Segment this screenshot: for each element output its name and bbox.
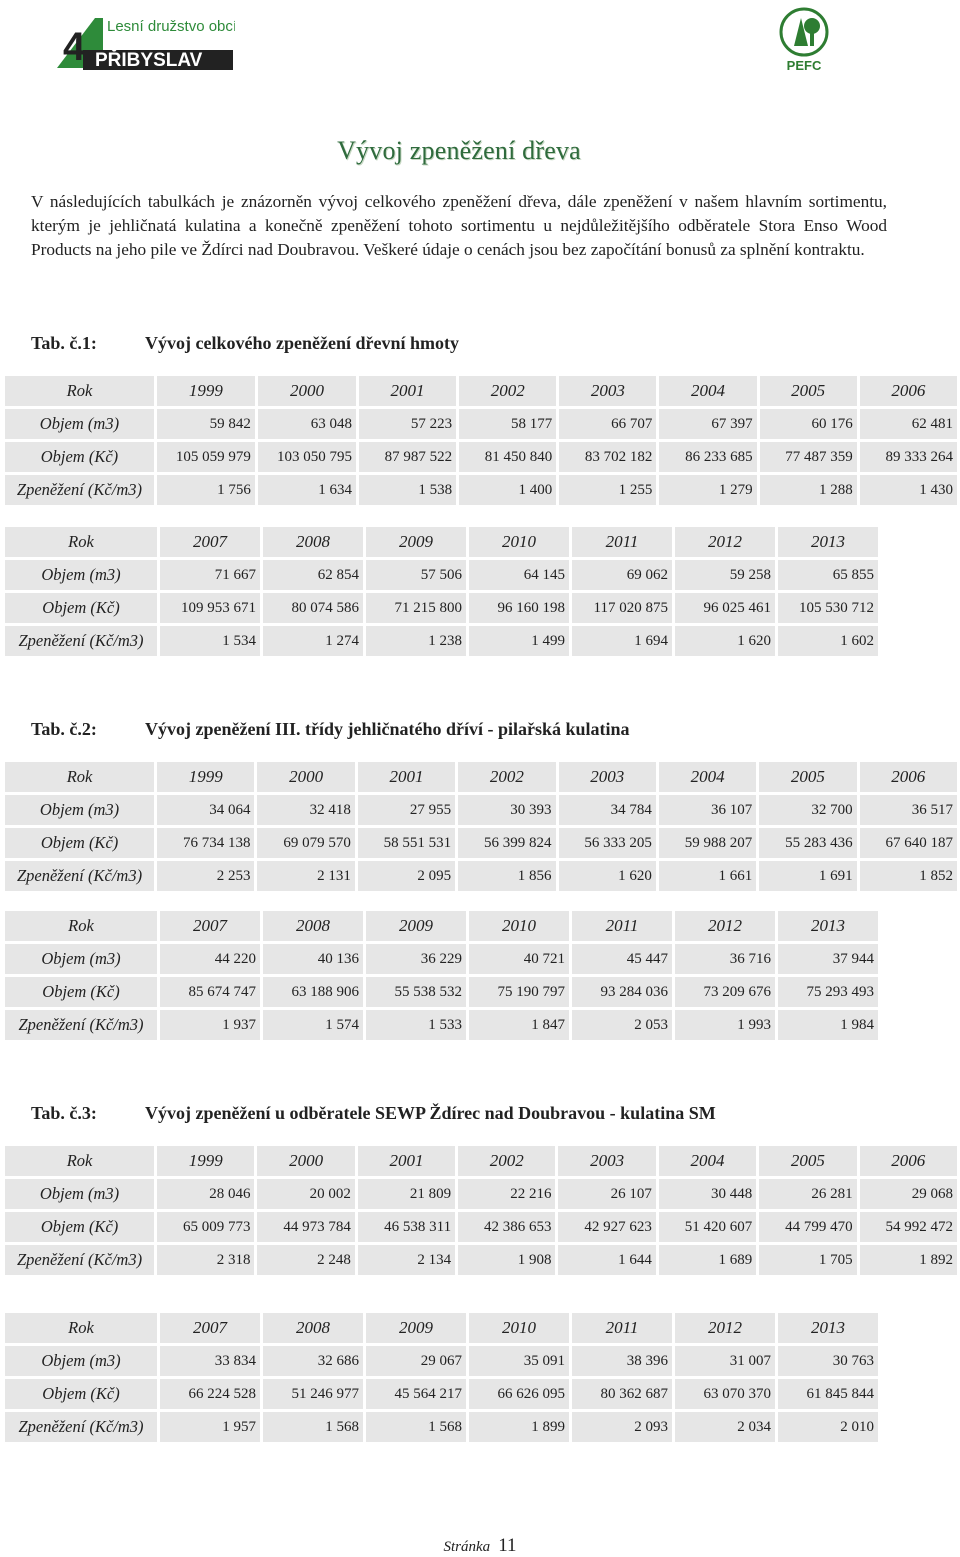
- year-cell: 2008: [263, 1313, 363, 1343]
- value-cell: 56 399 824: [458, 828, 555, 858]
- value-cell: 28 046: [157, 1179, 254, 1209]
- year-cell: 1999: [157, 1146, 254, 1176]
- value-cell: 1 847: [469, 1010, 569, 1040]
- value-cell: 1 899: [469, 1412, 569, 1442]
- row-label: Objem (Kč): [5, 593, 157, 623]
- value-cell: 63 188 906: [263, 977, 363, 1007]
- value-cell: 33 834: [160, 1346, 260, 1376]
- value-cell: 30 448: [659, 1179, 756, 1209]
- value-cell: 96 025 461: [675, 593, 775, 623]
- row-label: Zpeněžení (Kč/m3): [5, 1010, 157, 1040]
- year-cell: 2011: [572, 527, 672, 557]
- value-cell: 75 293 493: [778, 977, 878, 1007]
- year-cell: 2009: [366, 527, 466, 557]
- value-cell: 109 953 671: [160, 593, 260, 623]
- value-cell: 58 177: [459, 409, 556, 439]
- volume-czk-row: [5, 977, 878, 1007]
- value-cell: 31 007: [675, 1346, 775, 1376]
- row-label: Rok: [5, 527, 157, 557]
- row-label: Objem (m3): [5, 1179, 154, 1209]
- value-cell: 103 050 795: [258, 442, 356, 472]
- value-cell: 36 517: [860, 795, 957, 825]
- value-cell: 40 721: [469, 944, 569, 974]
- value-cell: 59 258: [675, 560, 775, 590]
- row-label: Zpeněžení (Kč/m3): [5, 626, 157, 656]
- year-cell: 2008: [263, 911, 363, 941]
- value-cell: 2 034: [675, 1412, 775, 1442]
- value-cell: 1 568: [263, 1412, 363, 1442]
- value-cell: 45 564 217: [366, 1379, 466, 1409]
- value-cell: 80 362 687: [572, 1379, 672, 1409]
- price-row: [5, 475, 957, 505]
- footer-page-number: 11: [498, 1535, 517, 1556]
- year-cell: 2006: [860, 376, 957, 406]
- value-cell: 1 984: [778, 1010, 878, 1040]
- value-cell: 1 430: [860, 475, 957, 505]
- value-cell: 1 694: [572, 626, 672, 656]
- year-row: [5, 376, 957, 406]
- value-cell: 71 215 800: [366, 593, 466, 623]
- value-cell: 62 854: [263, 560, 363, 590]
- row-label: Objem (m3): [5, 795, 154, 825]
- page-footer: [0, 1535, 960, 1557]
- year-cell: 2011: [572, 911, 672, 941]
- year-cell: 2010: [469, 1313, 569, 1343]
- footer-page-label: Stránka: [443, 1539, 491, 1555]
- value-cell: 37 944: [778, 944, 878, 974]
- value-cell: 1 274: [263, 626, 363, 656]
- value-cell: 1 957: [160, 1412, 260, 1442]
- year-cell: 2007: [160, 527, 260, 557]
- value-cell: 20 002: [257, 1179, 354, 1209]
- value-cell: 105 059 979: [157, 442, 255, 472]
- year-cell: 2006: [860, 762, 957, 792]
- value-cell: 34 064: [157, 795, 254, 825]
- value-cell: 2 318: [157, 1245, 254, 1275]
- price-row: [5, 1245, 957, 1275]
- value-cell: 36 716: [675, 944, 775, 974]
- page-title: Vývoj zpeněžení dřeva: [337, 136, 581, 165]
- value-cell: 54 992 472: [860, 1212, 957, 1242]
- year-cell: 2005: [759, 762, 856, 792]
- volume-m3-row: [5, 1346, 878, 1376]
- pefc-logo: [776, 6, 832, 76]
- row-label: Objem (m3): [5, 409, 154, 439]
- value-cell: 85 674 747: [160, 977, 260, 1007]
- value-cell: 38 396: [572, 1346, 672, 1376]
- row-label: Objem (Kč): [5, 1379, 157, 1409]
- table2-title: Vývoj zpeněžení III. třídy jehličnatého dříví - pilařská kulatina: [145, 719, 630, 739]
- value-cell: 30 393: [458, 795, 555, 825]
- value-cell: 44 799 470: [759, 1212, 856, 1242]
- year-cell: 2005: [759, 1146, 856, 1176]
- value-cell: 1 620: [559, 861, 656, 891]
- value-cell: 2 253: [157, 861, 254, 891]
- value-cell: 2 010: [778, 1412, 878, 1442]
- value-cell: 56 333 205: [559, 828, 656, 858]
- table2-label: Tab. č.2:: [31, 719, 97, 739]
- value-cell: 60 176: [760, 409, 857, 439]
- value-cell: 1 255: [559, 475, 656, 505]
- value-cell: 32 686: [263, 1346, 363, 1376]
- year-cell: 2000: [257, 1146, 354, 1176]
- row-label: Objem (m3): [5, 1346, 157, 1376]
- year-cell: 2010: [469, 911, 569, 941]
- logo-text-line2: PŘIBYSLAV: [95, 50, 203, 70]
- year-cell: 2007: [160, 911, 260, 941]
- volume-czk-row: [5, 1212, 957, 1242]
- value-cell: 1 602: [778, 626, 878, 656]
- value-cell: 69 062: [572, 560, 672, 590]
- year-cell: 2005: [760, 376, 857, 406]
- value-cell: 1 937: [160, 1010, 260, 1040]
- value-cell: 1 908: [458, 1245, 555, 1275]
- value-cell: 67 397: [659, 409, 756, 439]
- volume-m3-row: [5, 944, 878, 974]
- price-row: [5, 1010, 878, 1040]
- row-label: Zpeněžení (Kč/m3): [5, 1245, 154, 1275]
- value-cell: 2 248: [257, 1245, 354, 1275]
- year-cell: 2009: [366, 1313, 466, 1343]
- row-label: Rok: [5, 762, 154, 792]
- year-cell: 2013: [778, 911, 878, 941]
- value-cell: 89 333 264: [860, 442, 957, 472]
- volume-czk-row: [5, 593, 878, 623]
- table3-title: Vývoj zpeněžení u odběratele SEWP Ždírec nad Doubravou - kulatina SM: [145, 1103, 716, 1123]
- volume-m3-row: [5, 795, 957, 825]
- cooperative-logo: [55, 10, 235, 70]
- volume-czk-row: [5, 828, 957, 858]
- table3b: [2, 1310, 881, 1445]
- value-cell: 51 420 607: [659, 1212, 756, 1242]
- pefc-text: PEFC: [786, 58, 822, 73]
- value-cell: 1 568: [366, 1412, 466, 1442]
- value-cell: 75 190 797: [469, 977, 569, 1007]
- row-label: Objem (Kč): [5, 1212, 154, 1242]
- price-row: [5, 861, 957, 891]
- row-label: Objem (Kč): [5, 442, 154, 472]
- value-cell: 65 855: [778, 560, 878, 590]
- value-cell: 1 691: [759, 861, 856, 891]
- value-cell: 55 538 532: [366, 977, 466, 1007]
- year-cell: 2011: [572, 1313, 672, 1343]
- price-row: [5, 1412, 878, 1442]
- table1-title: Vývoj celkového zpeněžení dřevní hmoty: [145, 333, 459, 353]
- year-cell: 2006: [860, 1146, 957, 1176]
- year-row: [5, 911, 878, 941]
- value-cell: 36 107: [659, 795, 756, 825]
- value-cell: 22 216: [458, 1179, 555, 1209]
- value-cell: 76 734 138: [157, 828, 254, 858]
- table3-label: Tab. č.3:: [31, 1103, 97, 1123]
- row-label: Objem (Kč): [5, 977, 157, 1007]
- year-cell: 2002: [458, 762, 555, 792]
- value-cell: 63 070 370: [675, 1379, 775, 1409]
- year-cell: 2013: [778, 1313, 878, 1343]
- year-cell: 2007: [160, 1313, 260, 1343]
- row-label: Objem (Kč): [5, 828, 154, 858]
- table2a: [2, 759, 960, 894]
- year-cell: 2012: [675, 527, 775, 557]
- value-cell: 1 400: [459, 475, 556, 505]
- value-cell: 1 620: [675, 626, 775, 656]
- row-label: Objem (m3): [5, 560, 157, 590]
- value-cell: 27 955: [358, 795, 455, 825]
- value-cell: 61 845 844: [778, 1379, 878, 1409]
- row-label: Objem (m3): [5, 944, 157, 974]
- value-cell: 1 574: [263, 1010, 363, 1040]
- value-cell: 26 107: [558, 1179, 655, 1209]
- row-label: Rok: [5, 1146, 154, 1176]
- value-cell: 1 852: [860, 861, 957, 891]
- value-cell: 105 530 712: [778, 593, 878, 623]
- year-cell: 2000: [257, 762, 354, 792]
- year-cell: 2002: [458, 1146, 555, 1176]
- volume-m3-row: [5, 560, 878, 590]
- table1a: [2, 373, 960, 508]
- value-cell: 45 447: [572, 944, 672, 974]
- value-cell: 66 707: [559, 409, 656, 439]
- value-cell: 29 068: [860, 1179, 957, 1209]
- value-cell: 44 973 784: [257, 1212, 354, 1242]
- year-cell: 2003: [559, 762, 656, 792]
- logo-number: 4: [63, 25, 86, 69]
- intro-paragraph: V následujících tabulkách je znázorněn vývoj celkového zpeněžení dřeva, dále zpeněžení v našem hlavním sortimentu, kterým je jehličnatá kulatina a konečně zpeněžení tohoto sortimentu u nejdůležitějšího odběratele Stora Enso Wood Products na jeho pile ve Ždírci nad Doubravou. Veškeré údaje o cenách jsou bez započítání bonusů za splnění kontraktu.: [31, 192, 887, 259]
- value-cell: 2 095: [358, 861, 455, 891]
- value-cell: 1 499: [469, 626, 569, 656]
- year-cell: 2003: [558, 1146, 655, 1176]
- value-cell: 93 284 036: [572, 977, 672, 1007]
- value-cell: 87 987 522: [359, 442, 456, 472]
- value-cell: 1 288: [760, 475, 857, 505]
- value-cell: 57 223: [359, 409, 456, 439]
- value-cell: 59 988 207: [659, 828, 756, 858]
- logo-text-line1: Lesní družstvo obcí: [107, 18, 235, 35]
- value-cell: 2 134: [358, 1245, 455, 1275]
- year-row: [5, 527, 878, 557]
- value-cell: 34 784: [559, 795, 656, 825]
- value-cell: 46 538 311: [358, 1212, 455, 1242]
- value-cell: 86 233 685: [659, 442, 756, 472]
- value-cell: 58 551 531: [358, 828, 455, 858]
- row-label: Zpeněžení (Kč/m3): [5, 1412, 157, 1442]
- row-label: Rok: [5, 1313, 157, 1343]
- year-cell: 1999: [157, 762, 254, 792]
- value-cell: 66 224 528: [160, 1379, 260, 1409]
- value-cell: 1 644: [558, 1245, 655, 1275]
- volume-m3-row: [5, 1179, 957, 1209]
- year-cell: 2000: [258, 376, 356, 406]
- year-cell: 2008: [263, 527, 363, 557]
- table2b: [2, 908, 881, 1043]
- value-cell: 55 283 436: [759, 828, 856, 858]
- value-cell: 42 927 623: [558, 1212, 655, 1242]
- value-cell: 69 079 570: [257, 828, 354, 858]
- value-cell: 66 626 095: [469, 1379, 569, 1409]
- year-cell: 2010: [469, 527, 569, 557]
- year-cell: 2001: [358, 762, 455, 792]
- volume-czk-row: [5, 442, 957, 472]
- value-cell: 1 534: [160, 626, 260, 656]
- value-cell: 2 131: [257, 861, 354, 891]
- row-label: Rok: [5, 911, 157, 941]
- value-cell: 1 993: [675, 1010, 775, 1040]
- table3a: [2, 1143, 960, 1278]
- year-row: [5, 1146, 957, 1176]
- row-label: Zpeněžení (Kč/m3): [5, 475, 154, 505]
- year-cell: 2001: [359, 376, 456, 406]
- value-cell: 64 145: [469, 560, 569, 590]
- value-cell: 117 020 875: [572, 593, 672, 623]
- value-cell: 35 091: [469, 1346, 569, 1376]
- value-cell: 1 279: [659, 475, 756, 505]
- value-cell: 1 892: [860, 1245, 957, 1275]
- value-cell: 2 053: [572, 1010, 672, 1040]
- row-label: Rok: [5, 376, 154, 406]
- year-row: [5, 762, 957, 792]
- year-cell: 2004: [659, 376, 756, 406]
- volume-m3-row: [5, 409, 957, 439]
- value-cell: 80 074 586: [263, 593, 363, 623]
- value-cell: 1 533: [366, 1010, 466, 1040]
- value-cell: 62 481: [860, 409, 957, 439]
- value-cell: 65 009 773: [157, 1212, 254, 1242]
- value-cell: 30 763: [778, 1346, 878, 1376]
- volume-czk-row: [5, 1379, 878, 1409]
- value-cell: 63 048: [258, 409, 356, 439]
- value-cell: 44 220: [160, 944, 260, 974]
- year-row: [5, 1313, 878, 1343]
- year-cell: 2004: [659, 1146, 756, 1176]
- value-cell: 1 661: [659, 861, 756, 891]
- value-cell: 1 856: [458, 861, 555, 891]
- value-cell: 32 700: [759, 795, 856, 825]
- year-cell: 2012: [675, 911, 775, 941]
- value-cell: 96 160 198: [469, 593, 569, 623]
- value-cell: 83 702 182: [559, 442, 656, 472]
- value-cell: 67 640 187: [860, 828, 957, 858]
- value-cell: 81 450 840: [459, 442, 556, 472]
- year-cell: 2013: [778, 527, 878, 557]
- value-cell: 51 246 977: [263, 1379, 363, 1409]
- table1b: [2, 524, 881, 659]
- value-cell: 77 487 359: [760, 442, 857, 472]
- year-cell: 2004: [659, 762, 756, 792]
- year-cell: 2002: [459, 376, 556, 406]
- value-cell: 2 093: [572, 1412, 672, 1442]
- year-cell: 2009: [366, 911, 466, 941]
- value-cell: 26 281: [759, 1179, 856, 1209]
- value-cell: 32 418: [257, 795, 354, 825]
- year-cell: 1999: [157, 376, 255, 406]
- value-cell: 1 238: [366, 626, 466, 656]
- year-cell: 2003: [559, 376, 656, 406]
- table1-label: Tab. č.1:: [31, 333, 97, 353]
- value-cell: 1 689: [659, 1245, 756, 1275]
- value-cell: 1 705: [759, 1245, 856, 1275]
- year-cell: 2001: [358, 1146, 455, 1176]
- value-cell: 1 538: [359, 475, 456, 505]
- value-cell: 21 809: [358, 1179, 455, 1209]
- year-cell: 2012: [675, 1313, 775, 1343]
- value-cell: 42 386 653: [458, 1212, 555, 1242]
- value-cell: 59 842: [157, 409, 255, 439]
- value-cell: 57 506: [366, 560, 466, 590]
- row-label: Zpeněžení (Kč/m3): [5, 861, 154, 891]
- price-row: [5, 626, 878, 656]
- value-cell: 73 209 676: [675, 977, 775, 1007]
- value-cell: 1 634: [258, 475, 356, 505]
- value-cell: 1 756: [157, 475, 255, 505]
- value-cell: 29 067: [366, 1346, 466, 1376]
- value-cell: 36 229: [366, 944, 466, 974]
- value-cell: 71 667: [160, 560, 260, 590]
- value-cell: 40 136: [263, 944, 363, 974]
